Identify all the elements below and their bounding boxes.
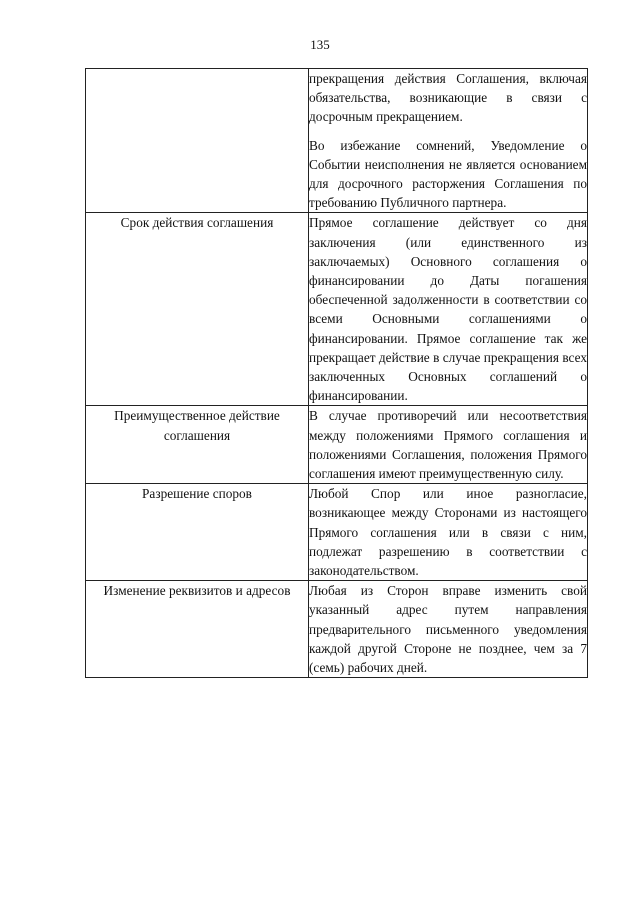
row-description [309,406,588,484]
table-row [86,69,588,213]
description-paragraph: Любая из Сторон вправе изменить свой указанный адрес путем направления предварительного письменного уведомления каждой другой Стороне не позднее, чем за 7 (семь) рабочих дней. [309,583,587,676]
description-paragraph: Прямое соглашение действует со дня заключения (или единственного из заключаемых) Основного соглашения о финансировании до Даты погашения обеспеченной задолженности в соответствии со всеми Основными соглашениями о финансировании. Прямое соглашение так же прекращает действие в случае прекращения всех заключенных Основных соглашений о финансировании. [309,215,587,404]
description-paragraph: Любой Спор или иное разногласие, возникающее между Сторонами из настоящего Прямого соглашения или в связи с ним, подлежат разрешению в соответствии с законодательством. [309,486,587,579]
page-number: 135 [310,37,330,52]
description-paragraph: В случае противоречий или несоответствия между положениями Прямого соглашения и положениями Соглашения, положения Прямого соглашения имеют преимущественную силу. [309,408,587,482]
row-description [309,581,588,678]
description-paragraph: прекращения действия Соглашения, включая обязательства, возникающие в связи с досрочным прекращением. [309,71,587,125]
table-row [86,213,588,406]
row-label: Преимущественное действие соглашения [86,406,309,484]
row-label [86,69,309,213]
table-row [86,484,588,581]
table-row [86,406,588,484]
row-label: Разрешение споров [86,484,309,581]
description-paragraph: Во избежание сомнений, Уведомление о Событии неисполнения не является основанием для досрочного расторжения Соглашения по требованию Публичного партнера. [309,137,587,211]
row-label: Срок действия соглашения [86,213,309,406]
row-description [309,484,588,581]
row-label: Изменение реквизитов и адресов [86,581,309,678]
terms-table [85,68,588,678]
table-row [86,581,588,678]
row-description [309,69,588,213]
row-description [309,213,588,406]
